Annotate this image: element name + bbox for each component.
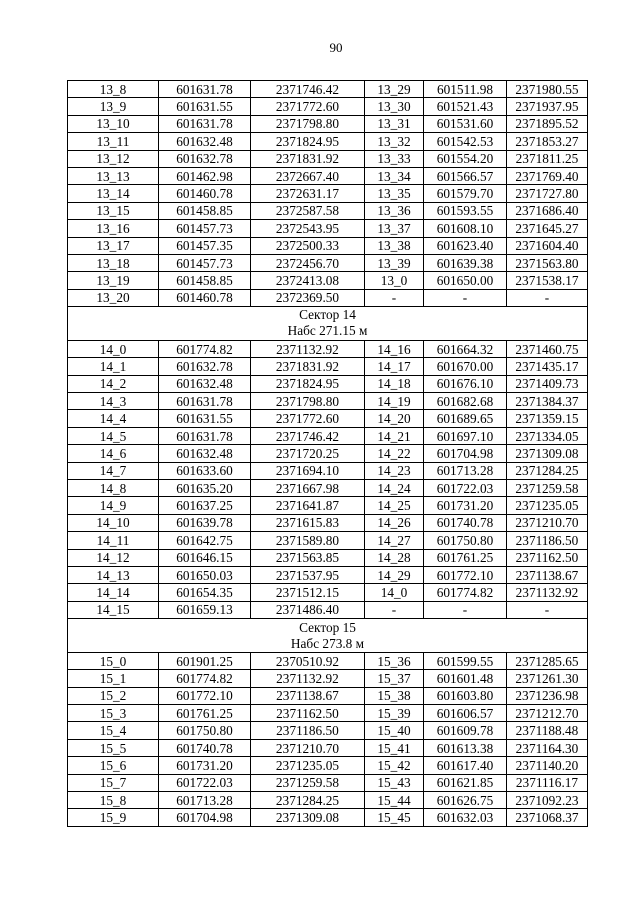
y-coord-cell: 2371604.40: [507, 237, 588, 254]
point-id-cell: 14_18: [365, 375, 424, 392]
table-row: [68, 289, 588, 306]
y-coord-cell: 2371309.08: [251, 809, 365, 826]
point-id-cell: 15_40: [365, 722, 424, 739]
table-row: [68, 202, 588, 219]
point-id-cell: 13_29: [365, 81, 424, 98]
point-id-cell: 14_13: [68, 566, 159, 583]
x-coord-cell: 601631.78: [159, 393, 251, 410]
y-coord-cell: 2371937.95: [507, 98, 588, 115]
point-id-cell: 14_3: [68, 393, 159, 410]
table-row: [68, 792, 588, 809]
y-coord-cell: 2371895.52: [507, 115, 588, 132]
point-id-cell: 13_36: [365, 202, 424, 219]
point-id-cell: 15_39: [365, 705, 424, 722]
y-coord-cell: 2371772.60: [251, 98, 365, 115]
table-row: [68, 254, 588, 271]
point-id-cell: 14_27: [365, 532, 424, 549]
y-coord-cell: 2371537.95: [251, 566, 365, 583]
point-id-cell: 13_20: [68, 289, 159, 306]
x-coord-cell: 601457.35: [159, 237, 251, 254]
x-coord-cell: 601460.78: [159, 289, 251, 306]
x-coord-cell: 601750.80: [159, 722, 251, 739]
x-coord-cell: 601631.78: [159, 427, 251, 444]
point-id-cell: 14_21: [365, 427, 424, 444]
y-coord-cell: 2371831.92: [251, 358, 365, 375]
point-id-cell: 13_18: [68, 254, 159, 271]
x-coord-cell: 601731.20: [159, 757, 251, 774]
y-coord-cell: 2371261.30: [507, 670, 588, 687]
table-row: [68, 757, 588, 774]
point-id-cell: 13_17: [68, 237, 159, 254]
y-coord-cell: 2371236.98: [507, 687, 588, 704]
point-id-cell: 14_23: [365, 462, 424, 479]
x-coord-cell: 601554.20: [424, 150, 507, 167]
x-coord-cell: 601460.78: [159, 185, 251, 202]
y-coord-cell: 2371460.75: [507, 340, 588, 357]
y-coord-cell: 2371259.58: [507, 480, 588, 497]
y-coord-cell: 2371092.23: [507, 792, 588, 809]
x-coord-cell: 601603.80: [424, 687, 507, 704]
table-row: [68, 358, 588, 375]
y-coord-cell: 2372543.95: [251, 220, 365, 237]
x-coord-cell: 601642.75: [159, 532, 251, 549]
table-row: [68, 652, 588, 669]
y-coord-cell: 2371235.05: [251, 757, 365, 774]
point-id-cell: 15_3: [68, 705, 159, 722]
sector-header: [68, 307, 588, 341]
x-coord-cell: 601521.43: [424, 98, 507, 115]
x-coord-cell: 601599.55: [424, 652, 507, 669]
y-coord-cell: 2371186.50: [507, 532, 588, 549]
table-row: [68, 670, 588, 687]
x-coord-cell: 601774.82: [159, 670, 251, 687]
point-id-cell: 13_13: [68, 167, 159, 184]
y-coord-cell: 2370510.92: [251, 652, 365, 669]
x-coord-cell: 601579.70: [424, 185, 507, 202]
point-id-cell: 15_41: [365, 739, 424, 756]
point-id-cell: 15_37: [365, 670, 424, 687]
point-id-cell: 15_5: [68, 739, 159, 756]
point-id-cell: 14_6: [68, 445, 159, 462]
point-id-cell: 15_8: [68, 792, 159, 809]
y-coord-cell: 2372631.17: [251, 185, 365, 202]
y-coord-cell: 2371727.80: [507, 185, 588, 202]
point-id-cell: 15_2: [68, 687, 159, 704]
x-coord-cell: 601637.25: [159, 497, 251, 514]
y-coord-cell: 2371132.92: [251, 340, 365, 357]
sector-header: [68, 619, 588, 653]
point-id-cell: 14_20: [365, 410, 424, 427]
y-coord-cell: 2371164.30: [507, 739, 588, 756]
table-row: [68, 532, 588, 549]
x-coord-cell: 601750.80: [424, 532, 507, 549]
x-coord-cell: 601623.40: [424, 237, 507, 254]
y-coord-cell: 2371538.17: [507, 272, 588, 289]
y-coord-cell: 2371563.85: [251, 549, 365, 566]
y-coord-cell: 2371686.40: [507, 202, 588, 219]
x-coord-cell: 601646.15: [159, 549, 251, 566]
point-id-cell: 15_36: [365, 652, 424, 669]
x-coord-cell: 601713.28: [159, 792, 251, 809]
x-coord-cell: 601697.10: [424, 427, 507, 444]
x-coord-cell: 601632.78: [159, 358, 251, 375]
point-id-cell: 13_35: [365, 185, 424, 202]
y-coord-cell: 2371068.37: [507, 809, 588, 826]
y-coord-cell: -: [507, 289, 588, 306]
point-id-cell: 13_33: [365, 150, 424, 167]
point-id-cell: 14_0: [68, 340, 159, 357]
y-coord-cell: 2371798.80: [251, 393, 365, 410]
point-id-cell: 15_0: [68, 652, 159, 669]
x-coord-cell: 601633.60: [159, 462, 251, 479]
x-coord-cell: 601682.68: [424, 393, 507, 410]
x-coord-cell: 601722.03: [159, 774, 251, 791]
y-coord-cell: 2371210.70: [507, 514, 588, 531]
point-id-cell: 14_29: [365, 566, 424, 583]
x-coord-cell: 601774.82: [424, 584, 507, 601]
x-coord-cell: 601608.10: [424, 220, 507, 237]
x-coord-cell: 601704.98: [159, 809, 251, 826]
table-row: [68, 566, 588, 583]
y-coord-cell: 2371746.42: [251, 81, 365, 98]
y-coord-cell: 2371116.17: [507, 774, 588, 791]
x-coord-cell: 601650.03: [159, 566, 251, 583]
table-row: [68, 445, 588, 462]
x-coord-cell: 601566.57: [424, 167, 507, 184]
x-coord-cell: 601531.60: [424, 115, 507, 132]
sector-header-row: [68, 619, 588, 653]
table-row: [68, 427, 588, 444]
y-coord-cell: 2371162.50: [507, 549, 588, 566]
y-coord-cell: 2371980.55: [507, 81, 588, 98]
x-coord-cell: 601631.78: [159, 81, 251, 98]
x-coord-cell: 601761.25: [424, 549, 507, 566]
table-row: [68, 237, 588, 254]
point-id-cell: 15_9: [68, 809, 159, 826]
point-id-cell: 13_14: [68, 185, 159, 202]
coordinates-table: [67, 80, 588, 827]
y-coord-cell: 2371384.37: [507, 393, 588, 410]
table-row: [68, 722, 588, 739]
table-row: [68, 480, 588, 497]
y-coord-cell: 2371769.40: [507, 167, 588, 184]
y-coord-cell: 2371486.40: [251, 601, 365, 618]
point-id-cell: 13_38: [365, 237, 424, 254]
x-coord-cell: 601542.53: [424, 133, 507, 150]
table-row: [68, 98, 588, 115]
x-coord-cell: 601606.57: [424, 705, 507, 722]
point-id-cell: 14_5: [68, 427, 159, 444]
point-id-cell: 13_16: [68, 220, 159, 237]
y-coord-cell: 2371811.25: [507, 150, 588, 167]
y-coord-cell: 2371798.80: [251, 115, 365, 132]
point-id-cell: 13_31: [365, 115, 424, 132]
x-coord-cell: 601457.73: [159, 254, 251, 271]
x-coord-cell: 601689.65: [424, 410, 507, 427]
x-coord-cell: 601740.78: [424, 514, 507, 531]
x-coord-cell: 601632.48: [159, 133, 251, 150]
x-coord-cell: 601676.10: [424, 375, 507, 392]
point-id-cell: 13_11: [68, 133, 159, 150]
y-coord-cell: 2371212.70: [507, 705, 588, 722]
x-coord-cell: 601462.98: [159, 167, 251, 184]
y-coord-cell: 2371694.10: [251, 462, 365, 479]
point-id-cell: 15_7: [68, 774, 159, 791]
coordinates-table-body: [68, 81, 588, 827]
point-id-cell: 14_8: [68, 480, 159, 497]
point-id-cell: 14_26: [365, 514, 424, 531]
table-row: [68, 340, 588, 357]
y-coord-cell: 2371409.73: [507, 375, 588, 392]
x-coord-cell: 601722.03: [424, 480, 507, 497]
x-coord-cell: 601601.48: [424, 670, 507, 687]
y-coord-cell: 2371186.50: [251, 722, 365, 739]
y-coord-cell: 2371285.65: [507, 652, 588, 669]
table-row: [68, 705, 588, 722]
point-id-cell: 13_32: [365, 133, 424, 150]
table-row: [68, 584, 588, 601]
sector-title: Сектор 14: [299, 307, 356, 323]
point-id-cell: 13_9: [68, 98, 159, 115]
table-row: [68, 272, 588, 289]
y-coord-cell: 2371138.67: [507, 566, 588, 583]
table-row: [68, 393, 588, 410]
x-coord-cell: 601713.28: [424, 462, 507, 479]
point-id-cell: 15_43: [365, 774, 424, 791]
table-row: [68, 514, 588, 531]
x-coord-cell: 601593.55: [424, 202, 507, 219]
table-row: [68, 774, 588, 791]
table-row: [68, 133, 588, 150]
x-coord-cell: 601631.78: [159, 115, 251, 132]
point-id-cell: 13_19: [68, 272, 159, 289]
y-coord-cell: -: [507, 601, 588, 618]
y-coord-cell: 2372587.58: [251, 202, 365, 219]
table-row: [68, 375, 588, 392]
x-coord-cell: 601772.10: [424, 566, 507, 583]
point-id-cell: 14_24: [365, 480, 424, 497]
x-coord-cell: 601458.85: [159, 272, 251, 289]
table-row: [68, 115, 588, 132]
y-coord-cell: 2371853.27: [507, 133, 588, 150]
y-coord-cell: 2371210.70: [251, 739, 365, 756]
table-row: [68, 497, 588, 514]
y-coord-cell: 2372500.33: [251, 237, 365, 254]
table-row: [68, 549, 588, 566]
point-id-cell: 14_1: [68, 358, 159, 375]
y-coord-cell: 2371589.80: [251, 532, 365, 549]
sector-elevation: Набс 271.15 м: [287, 323, 368, 339]
table-row: [68, 220, 588, 237]
x-coord-cell: 601632.48: [159, 375, 251, 392]
point-id-cell: 13_12: [68, 150, 159, 167]
point-id-cell: 15_45: [365, 809, 424, 826]
y-coord-cell: 2371641.87: [251, 497, 365, 514]
y-coord-cell: 2371615.83: [251, 514, 365, 531]
x-coord-cell: 601772.10: [159, 687, 251, 704]
x-coord-cell: 601617.40: [424, 757, 507, 774]
x-coord-cell: 601774.82: [159, 340, 251, 357]
y-coord-cell: 2371563.80: [507, 254, 588, 271]
x-coord-cell: 601670.00: [424, 358, 507, 375]
y-coord-cell: 2371824.95: [251, 375, 365, 392]
point-id-cell: -: [365, 289, 424, 306]
point-id-cell: 13_39: [365, 254, 424, 271]
point-id-cell: 14_14: [68, 584, 159, 601]
point-id-cell: 14_28: [365, 549, 424, 566]
sector-elevation: Набс 273.8 м: [290, 635, 365, 651]
point-id-cell: 14_25: [365, 497, 424, 514]
point-id-cell: 14_10: [68, 514, 159, 531]
x-coord-cell: 601731.20: [424, 497, 507, 514]
point-id-cell: 13_10: [68, 115, 159, 132]
table-row: [68, 410, 588, 427]
x-coord-cell: 601704.98: [424, 445, 507, 462]
x-coord-cell: 601639.38: [424, 254, 507, 271]
y-coord-cell: 2371746.42: [251, 427, 365, 444]
point-id-cell: 13_30: [365, 98, 424, 115]
y-coord-cell: 2371188.48: [507, 722, 588, 739]
point-id-cell: 15_6: [68, 757, 159, 774]
x-coord-cell: -: [424, 601, 507, 618]
point-id-cell: 14_16: [365, 340, 424, 357]
y-coord-cell: 2371284.25: [251, 792, 365, 809]
point-id-cell: 14_17: [365, 358, 424, 375]
y-coord-cell: 2371435.17: [507, 358, 588, 375]
x-coord-cell: 601664.32: [424, 340, 507, 357]
y-coord-cell: 2371334.05: [507, 427, 588, 444]
point-id-cell: 13_15: [68, 202, 159, 219]
point-id-cell: 14_2: [68, 375, 159, 392]
point-id-cell: 14_0: [365, 584, 424, 601]
x-coord-cell: 601654.35: [159, 584, 251, 601]
y-coord-cell: 2371831.92: [251, 150, 365, 167]
table-row: [68, 687, 588, 704]
y-coord-cell: 2371645.27: [507, 220, 588, 237]
x-coord-cell: 601613.38: [424, 739, 507, 756]
y-coord-cell: 2371235.05: [507, 497, 588, 514]
table-row: [68, 601, 588, 618]
y-coord-cell: 2372369.50: [251, 289, 365, 306]
point-id-cell: -: [365, 601, 424, 618]
table-row: [68, 809, 588, 826]
x-coord-cell: 601632.48: [159, 445, 251, 462]
sector-title: Сектор 15: [299, 619, 356, 635]
y-coord-cell: 2372413.08: [251, 272, 365, 289]
y-coord-cell: 2371132.92: [251, 670, 365, 687]
y-coord-cell: 2372667.40: [251, 167, 365, 184]
y-coord-cell: 2371824.95: [251, 133, 365, 150]
point-id-cell: 14_4: [68, 410, 159, 427]
point-id-cell: 13_0: [365, 272, 424, 289]
x-coord-cell: 601511.98: [424, 81, 507, 98]
x-coord-cell: 601632.03: [424, 809, 507, 826]
x-coord-cell: 601626.75: [424, 792, 507, 809]
y-coord-cell: 2371512.15: [251, 584, 365, 601]
x-coord-cell: 601639.78: [159, 514, 251, 531]
table-row: [68, 167, 588, 184]
x-coord-cell: 601457.73: [159, 220, 251, 237]
point-id-cell: 15_1: [68, 670, 159, 687]
point-id-cell: 15_44: [365, 792, 424, 809]
x-coord-cell: 601632.78: [159, 150, 251, 167]
point-id-cell: 15_38: [365, 687, 424, 704]
table-row: [68, 739, 588, 756]
y-coord-cell: 2371140.20: [507, 757, 588, 774]
table-row: [68, 462, 588, 479]
y-coord-cell: 2371162.50: [251, 705, 365, 722]
point-id-cell: 15_4: [68, 722, 159, 739]
x-coord-cell: 601901.25: [159, 652, 251, 669]
x-coord-cell: 601631.55: [159, 98, 251, 115]
point-id-cell: 14_11: [68, 532, 159, 549]
page-number: 90: [329, 40, 343, 55]
point-id-cell: 14_7: [68, 462, 159, 479]
x-coord-cell: 601635.20: [159, 480, 251, 497]
point-id-cell: 14_12: [68, 549, 159, 566]
y-coord-cell: 2371720.25: [251, 445, 365, 462]
y-coord-cell: 2371259.58: [251, 774, 365, 791]
y-coord-cell: 2371138.67: [251, 687, 365, 704]
x-coord-cell: 601631.55: [159, 410, 251, 427]
y-coord-cell: 2371667.98: [251, 480, 365, 497]
table-row: [68, 150, 588, 167]
x-coord-cell: 601458.85: [159, 202, 251, 219]
point-id-cell: 13_37: [365, 220, 424, 237]
x-coord-cell: 601761.25: [159, 705, 251, 722]
y-coord-cell: 2371309.08: [507, 445, 588, 462]
x-coord-cell: 601609.78: [424, 722, 507, 739]
point-id-cell: 14_19: [365, 393, 424, 410]
point-id-cell: 14_9: [68, 497, 159, 514]
point-id-cell: 14_22: [365, 445, 424, 462]
y-coord-cell: 2371359.15: [507, 410, 588, 427]
x-coord-cell: -: [424, 289, 507, 306]
point-id-cell: 14_15: [68, 601, 159, 618]
sector-header-row: [68, 307, 588, 341]
table-row: [68, 185, 588, 202]
point-id-cell: 13_8: [68, 81, 159, 98]
y-coord-cell: 2371284.25: [507, 462, 588, 479]
y-coord-cell: 2371132.92: [507, 584, 588, 601]
point-id-cell: 13_34: [365, 167, 424, 184]
x-coord-cell: 601740.78: [159, 739, 251, 756]
y-coord-cell: 2371772.60: [251, 410, 365, 427]
y-coord-cell: 2372456.70: [251, 254, 365, 271]
x-coord-cell: 601650.00: [424, 272, 507, 289]
point-id-cell: 15_42: [365, 757, 424, 774]
table-row: [68, 81, 588, 98]
x-coord-cell: 601621.85: [424, 774, 507, 791]
x-coord-cell: 601659.13: [159, 601, 251, 618]
